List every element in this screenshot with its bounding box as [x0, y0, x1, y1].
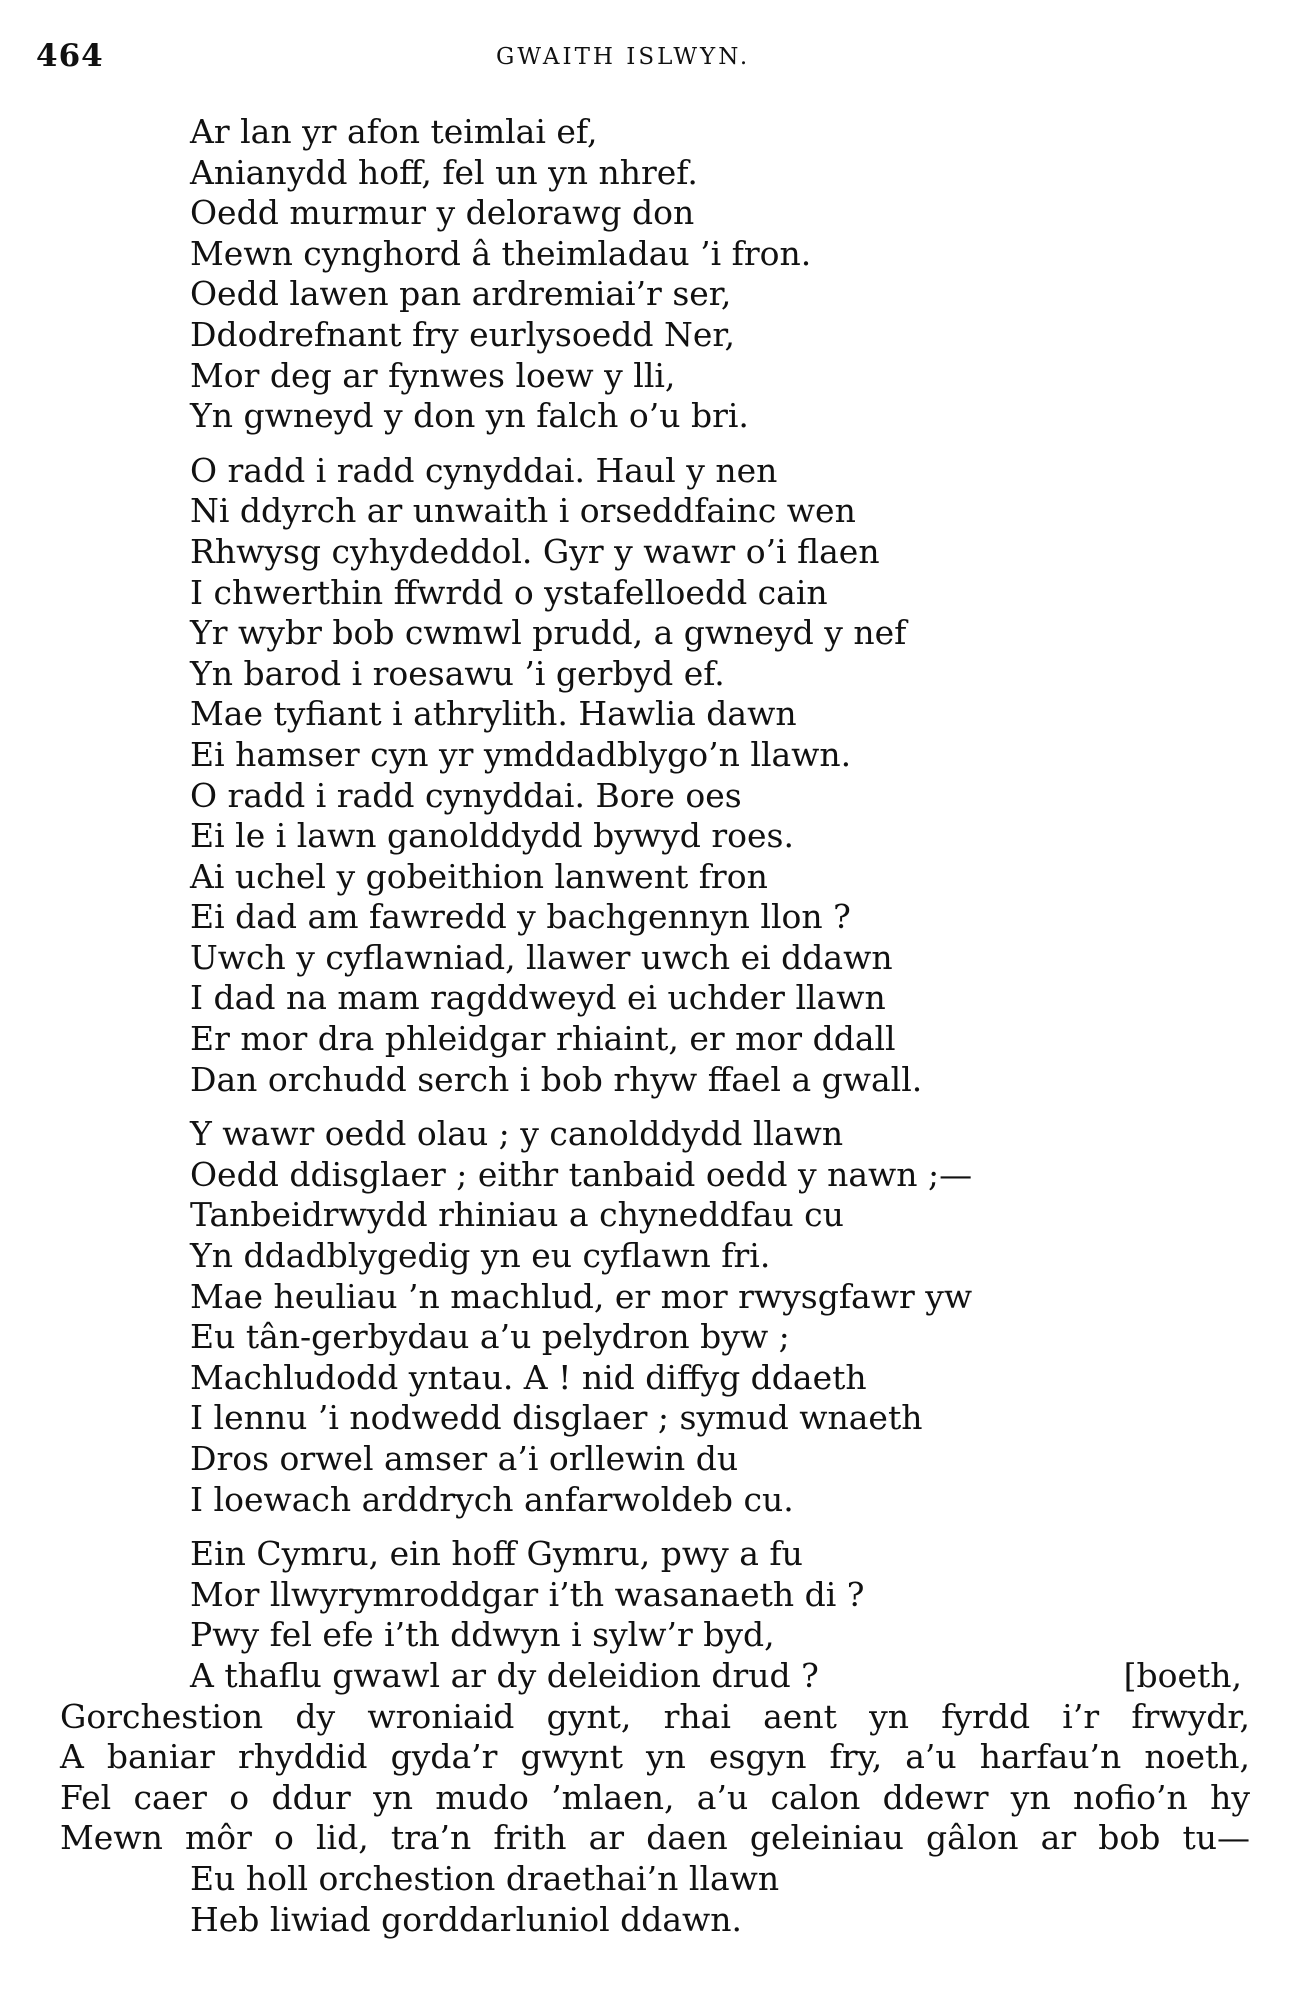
poem-line: I loewach arddrych anfarwoldeb cu.	[190, 1479, 794, 1519]
poem-line-text: A thaflu gwawl ar dy deleidion drud ?	[190, 1655, 819, 1695]
poem-line: Y wawr oedd olau ; y canolddydd llawn	[190, 1114, 844, 1154]
poem-line-long: Gorchestion dy wroniaid gynt, rhai aent yn fyrdd i’r frwydr,	[60, 1696, 1250, 1736]
poem-line: Oedd ddisglaer ; eithr tanbaid oedd y nawn ;—	[190, 1154, 973, 1194]
poem-line-long: A baniar rhyddid gyda’r gwynt yn esgyn fry, a’u harfau’n noeth,	[60, 1737, 1250, 1777]
poem-line: Machludodd yntau. A ! nid diffyg ddaeth	[190, 1357, 867, 1397]
stanza-3	[0, 1114, 1298, 1520]
poem-line-long: Fel caer o ddur yn mudo ’mlaen, a’u calon ddewr yn nofio’n hy	[60, 1777, 1250, 1817]
poem-line: O radd i radd cynyddai. Haul y nen	[190, 450, 778, 490]
poem-line: Uwch y cyflawniad, llawer uwch ei ddawn	[190, 937, 893, 977]
poem-line: Yn barod i roesawu ’i gerbyd ef.	[190, 653, 725, 693]
poem-line: I lennu ’i nodwedd disglaer ; symud wnaeth	[190, 1398, 923, 1438]
poem-line: Ein Cymru, ein hoff Gymru, pwy a fu	[190, 1534, 803, 1574]
poem-line: Pwy fel efe i’th ddwyn i sylw’r byd,	[190, 1615, 775, 1655]
poem-line: Ei dad am fawredd y bachgennyn llon ?	[190, 897, 851, 937]
poem-line: Ai uchel y gobeithion lanwent fron	[190, 856, 768, 896]
poem-line: Eu tân-gerbydau a’u pelydron byw ;	[190, 1317, 790, 1357]
poem-line: Oedd murmur y delorawg don	[190, 193, 695, 233]
poem-line: Mewn cynghord â theimladau ’i fron.	[190, 233, 812, 273]
poem-line: Yr wybr bob cwmwl prudd, a gwneyd y nef	[190, 613, 907, 653]
poem-line: O radd i radd cynyddai. Bore oes	[190, 775, 742, 815]
poem-line: Yn ddadblygedig yn eu cyflawn fri.	[190, 1236, 771, 1276]
carryover-word: [boeth,	[1123, 1655, 1242, 1695]
poem-line: Ei hamser cyn yr ymddadblygo’n llawn.	[190, 734, 852, 774]
poem-line: I chwerthin ffwrdd o ystafelloedd cain	[190, 572, 828, 612]
poem-line-long: Mewn môr o lid, tra’n frith ar daen geleiniau gâlon ar bob tu—	[60, 1818, 1250, 1858]
poem-line: Rhwysg cyhydeddol. Gyr y wawr o’i flaen	[190, 531, 880, 571]
poem-line: Eu holl orchestion draethai’n llawn	[190, 1858, 780, 1898]
poem-line: Anianydd hoff, fel un yn nhref.	[190, 152, 698, 192]
poem-line: Dan orchudd serch i bob rhyw ffael a gwall.	[190, 1059, 923, 1099]
poem-line: Ei le i lawn ganolddydd bywyd roes.	[190, 816, 794, 856]
poem-line: Tanbeidrwydd rhiniau a chyneddfau cu	[190, 1195, 844, 1235]
stanza-4	[0, 1534, 1298, 1940]
poem-line: Dros orwel amser a’i orllewin du	[190, 1439, 739, 1478]
page-header	[36, 38, 1238, 78]
stanza-2	[0, 451, 1298, 1101]
poem-line: Mor deg ar fynwes loew y lli,	[190, 355, 676, 395]
poem-body	[0, 112, 1298, 1954]
stanza-1	[0, 112, 1298, 437]
running-title: GWAITH ISLWYN.	[496, 44, 751, 70]
poem-line: Mae tyfiant i athrylith. Hawlia dawn	[190, 694, 797, 734]
poem-line: Heb liwiad gorddarluniol ddawn.	[190, 1899, 743, 1939]
poem-line-with-carryover	[0, 1656, 1298, 1697]
poem-line: Er mor dra phleidgar rhiaint, er mor ddall	[190, 1019, 896, 1059]
page-number: 464	[36, 38, 104, 74]
poem-line: Oedd lawen pan ardremiai’r ser,	[190, 274, 732, 314]
poem-line: Mae heuliau ’n machlud, er mor rwysgfawr yw	[190, 1276, 973, 1316]
poem-line: I dad na mam ragddweyd ei uchder llawn	[190, 978, 886, 1018]
poem-line: Ni ddyrch ar unwaith i orseddfainc wen	[190, 491, 856, 531]
poem-line: Mor llwyrymroddgar i’th wasanaeth di ?	[190, 1574, 865, 1614]
poem-line: Ar lan yr afon teimlai ef,	[190, 112, 598, 151]
poem-line: Yn gwneyd y don yn falch o’u bri.	[190, 396, 749, 436]
poem-line: Ddodrefnant fry eurlysoedd Ner,	[190, 314, 736, 354]
